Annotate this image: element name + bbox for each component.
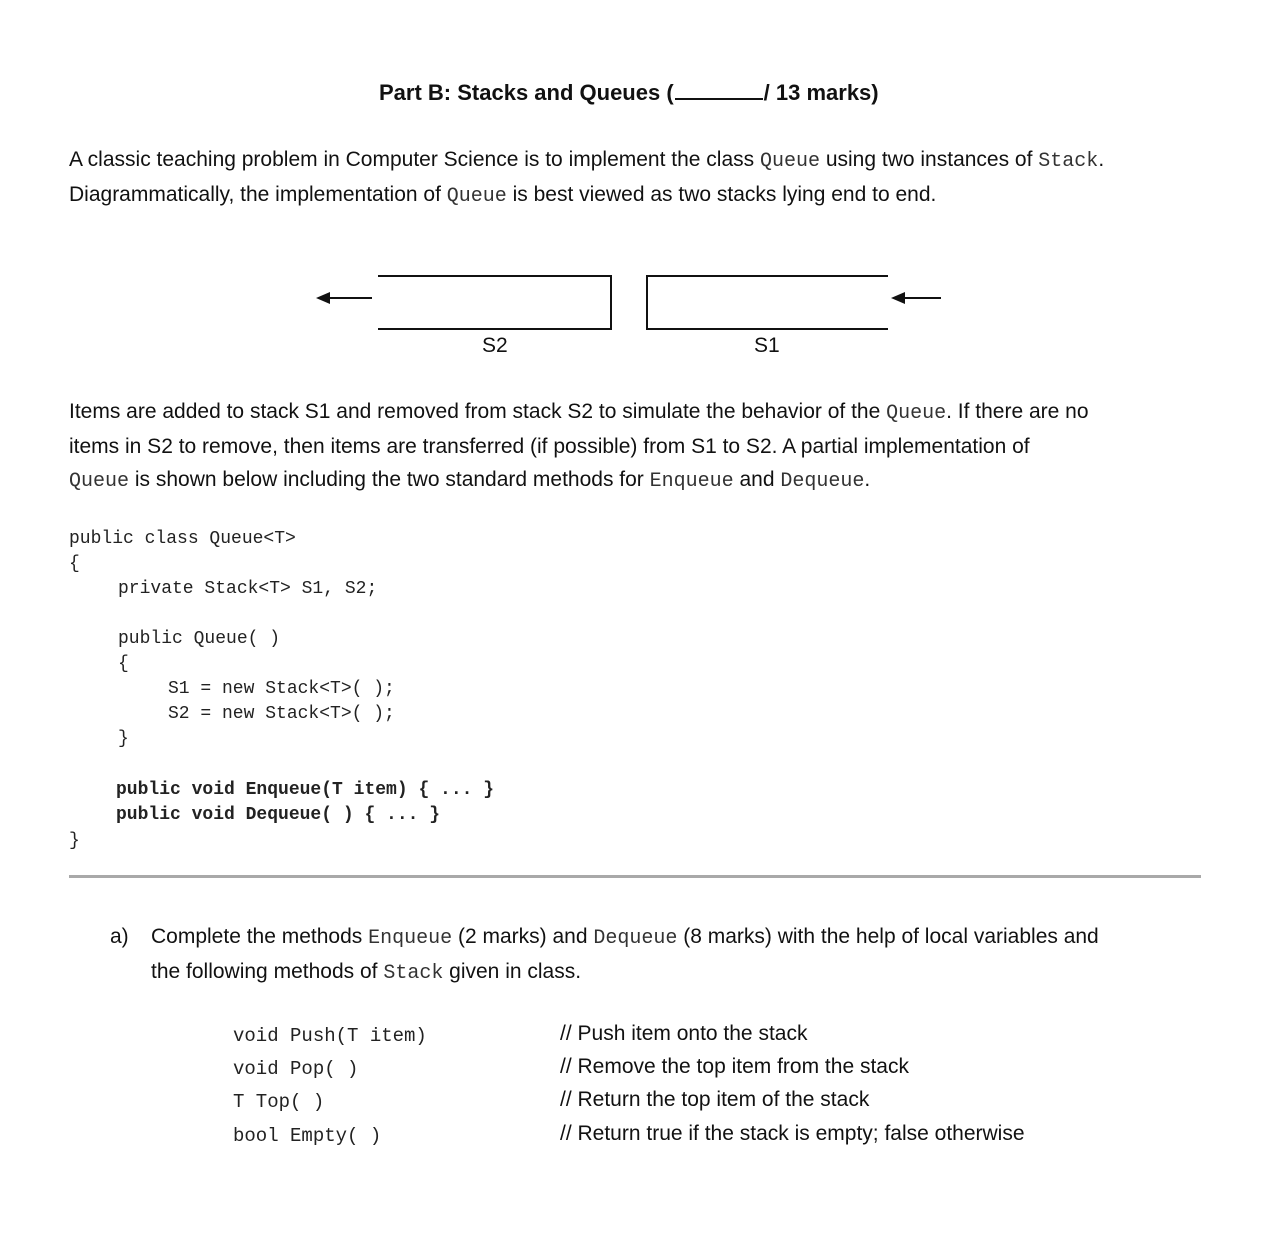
text-run: given in class. [443, 960, 582, 983]
method-comment: // Push item onto the stack [560, 1022, 808, 1045]
description-line-3 [69, 463, 1089, 498]
code-ctor-close: } [118, 729, 129, 749]
section-divider [69, 875, 1201, 878]
code-dequeue-signature: public void Dequeue( ) { ... } [116, 805, 441, 825]
stack-s1-box [646, 275, 888, 330]
question-a-text [151, 920, 1099, 990]
description-line-2 [69, 430, 1089, 463]
code-ctor-line-1: S1 = new Stack<T>( ); [168, 679, 395, 699]
intro-line-1 [69, 143, 1104, 178]
inline-code: Queue [69, 470, 130, 493]
inline-code: Enqueue [649, 470, 734, 493]
intro-line-2 [69, 178, 1104, 213]
title-marks: / 13 marks) [763, 80, 879, 105]
description-paragraph [69, 395, 1089, 498]
left-arrow-icon [316, 290, 374, 306]
text-run: (2 marks) and [452, 925, 594, 948]
inline-code: Dequeue [593, 927, 678, 950]
question-a-line-2 [151, 955, 1099, 990]
text-run: . [864, 468, 871, 491]
text-run: using two instances of [820, 148, 1039, 171]
text-run: . If there are no [946, 400, 1089, 423]
page-title [379, 80, 879, 106]
method-signature: T Top( ) [233, 1091, 325, 1113]
method-signature: bool Empty( ) [233, 1125, 382, 1147]
text-run: Items are added to stack S1 and removed from stack S2 to simulate the behavior of the [69, 400, 887, 423]
code-fields: private Stack<T> S1, S2; [118, 579, 378, 599]
inline-code: Enqueue [368, 927, 453, 950]
text-run: Complete the methods [151, 925, 369, 948]
description-line-1 [69, 395, 1089, 430]
stack-s2-label: S2 [482, 334, 508, 357]
marks-blank [675, 96, 763, 100]
inline-code: Queue [446, 185, 507, 208]
method-comment: // Return true if the stack is empty; false otherwise [560, 1122, 1025, 1145]
text-run: is best viewed as two stacks lying end to end. [506, 183, 937, 206]
text-run: A classic teaching problem in Computer Science is to implement the class [69, 148, 760, 171]
code-ctor-line-2: S2 = new Stack<T>( ); [168, 704, 395, 724]
inline-code: Stack [1038, 150, 1099, 173]
code-class-decl: public class Queue<T> [69, 529, 296, 549]
question-a-marker: a) [110, 925, 129, 948]
code-enqueue-signature: public void Enqueue(T item) { ... } [116, 780, 495, 800]
text-run: items in S2 to remove, then items are transferred (if possible) from S1 to S2. A partial implementation of [69, 435, 1030, 458]
text-run: (8 marks) with the help of local variables and [677, 925, 1099, 948]
text-run: . [1098, 148, 1105, 171]
method-signature: void Push(T item) [233, 1025, 427, 1047]
inline-code: Stack [383, 962, 444, 985]
inline-code: Dequeue [780, 470, 865, 493]
code-ctor-decl: public Queue( ) [118, 629, 281, 649]
method-comment: // Return the top item of the stack [560, 1088, 870, 1111]
text-run: and [733, 468, 781, 491]
text-run: the following methods of [151, 960, 384, 983]
question-a-line-1 [151, 920, 1099, 955]
intro-paragraph [69, 143, 1104, 213]
stack-s1-label: S1 [754, 334, 780, 357]
text-run: is shown below including the two standard methods for [129, 468, 650, 491]
text-run: Diagrammatically, the implementation of [69, 183, 447, 206]
inline-code: Queue [886, 402, 947, 425]
method-signature: void Pop( ) [233, 1058, 359, 1080]
right-arrow-icon [891, 290, 943, 306]
code-close-brace: } [69, 831, 80, 851]
title-prefix: Part B: Stacks and Queues ( [379, 80, 674, 105]
code-open-brace: { [69, 554, 80, 574]
inline-code: Queue [759, 150, 820, 173]
method-comment: // Remove the top item from the stack [560, 1055, 909, 1078]
code-ctor-open: { [118, 654, 129, 674]
stack-s2-box [378, 275, 612, 330]
